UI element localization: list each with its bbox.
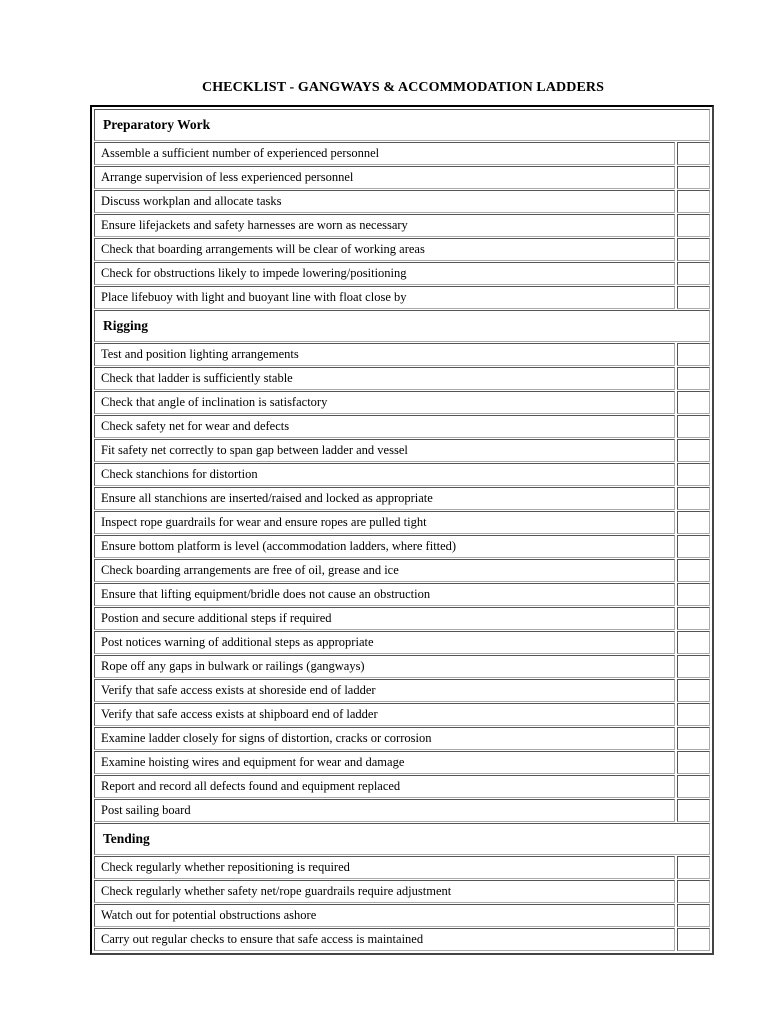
checklist-checkbox[interactable] <box>677 391 710 414</box>
section-heading: Tending <box>94 823 710 855</box>
checklist-row <box>94 190 710 213</box>
checklist-row <box>94 439 710 462</box>
checklist-item-label: Check that ladder is sufficiently stable <box>94 367 675 390</box>
checklist-checkbox[interactable] <box>677 214 710 237</box>
checklist-row <box>94 343 710 366</box>
checklist-checkbox[interactable] <box>677 904 710 927</box>
checklist-checkbox[interactable] <box>677 286 710 309</box>
checklist-row <box>94 391 710 414</box>
checklist-item-label: Check for obstructions likely to impede lowering/positioning <box>94 262 675 285</box>
checklist-item-label: Examine ladder closely for signs of distortion, cracks or corrosion <box>94 727 675 750</box>
checklist-row <box>94 166 710 189</box>
checklist-item-label: Ensure lifejackets and safety harnesses are worn as necessary <box>94 214 675 237</box>
checklist-item-label: Discuss workplan and allocate tasks <box>94 190 675 213</box>
checklist-item-label: Fit safety net correctly to span gap between ladder and vessel <box>94 439 675 462</box>
checklist-checkbox[interactable] <box>677 583 710 606</box>
checklist-item-label: Verify that safe access exists at shipboard end of ladder <box>94 703 675 726</box>
checklist-checkbox[interactable] <box>677 880 710 903</box>
section-heading: Rigging <box>94 310 710 342</box>
checklist-checkbox[interactable] <box>677 166 710 189</box>
checklist-item-label: Verify that safe access exists at shoreside end of ladder <box>94 679 675 702</box>
checklist-checkbox[interactable] <box>677 631 710 654</box>
checklist-item-label: Test and position lighting arrangements <box>94 343 675 366</box>
checklist-checkbox[interactable] <box>677 655 710 678</box>
checklist-checkbox[interactable] <box>677 775 710 798</box>
checklist-row <box>94 928 710 951</box>
checklist-item-label: Post notices warning of additional steps as appropriate <box>94 631 675 654</box>
checklist-checkbox[interactable] <box>677 559 710 582</box>
checklist-row <box>94 286 710 309</box>
checklist-row <box>94 727 710 750</box>
checklist-row <box>94 367 710 390</box>
checklist-checkbox[interactable] <box>677 751 710 774</box>
checklist-checkbox[interactable] <box>677 607 710 630</box>
checklist-row <box>94 607 710 630</box>
checklist-checkbox[interactable] <box>677 415 710 438</box>
checklist-item-label: Carry out regular checks to ensure that safe access is maintained <box>94 928 675 951</box>
checklist-checkbox[interactable] <box>677 928 710 951</box>
checklist-item-label: Check regularly whether repositioning is required <box>94 856 675 879</box>
checklist-checkbox[interactable] <box>677 262 710 285</box>
checklist-row <box>94 238 710 261</box>
checklist-item-label: Check stanchions for distortion <box>94 463 675 486</box>
checklist-row <box>94 415 710 438</box>
checklist-item-label: Watch out for potential obstructions ashore <box>94 904 675 927</box>
checklist-item-label: Check boarding arrangements are free of oil, grease and ice <box>94 559 675 582</box>
checklist-checkbox[interactable] <box>677 856 710 879</box>
checklist-item-label: Check safety net for wear and defects <box>94 415 675 438</box>
checklist-item-label: Check regularly whether safety net/rope guardrails require adjustment <box>94 880 675 903</box>
checklist-row <box>94 904 710 927</box>
checklist-row <box>94 775 710 798</box>
checklist-row <box>94 511 710 534</box>
checklist-item-label: Place lifebuoy with light and buoyant line with float close by <box>94 286 675 309</box>
checklist-checkbox[interactable] <box>677 727 710 750</box>
checklist-row <box>94 799 710 822</box>
checklist-checkbox[interactable] <box>677 679 710 702</box>
checklist-checkbox[interactable] <box>677 142 710 165</box>
checklist-item-label: Post sailing board <box>94 799 675 822</box>
section-heading: Preparatory Work <box>94 109 710 141</box>
checklist-item-label: Assemble a sufficient number of experienced personnel <box>94 142 675 165</box>
checklist-item-label: Rope off any gaps in bulwark or railings (gangways) <box>94 655 675 678</box>
checklist-row <box>94 559 710 582</box>
document-title: CHECKLIST - GANGWAYS & ACCOMMODATION LADDERS <box>201 80 605 95</box>
checklist-item-label: Report and record all defects found and equipment replaced <box>94 775 675 798</box>
checklist-row <box>94 880 710 903</box>
checklist-row <box>94 583 710 606</box>
checklist-item-label: Postion and secure additional steps if required <box>94 607 675 630</box>
checklist-row <box>94 214 710 237</box>
checklist-checkbox[interactable] <box>677 439 710 462</box>
checklist-row <box>94 487 710 510</box>
checklist-item-label: Ensure all stanchions are inserted/raised and locked as appropriate <box>94 487 675 510</box>
checklist-row <box>94 262 710 285</box>
checklist-checkbox[interactable] <box>677 463 710 486</box>
checklist-checkbox[interactable] <box>677 799 710 822</box>
checklist-checkbox[interactable] <box>677 535 710 558</box>
checklist-row <box>94 856 710 879</box>
checklist-item-label: Ensure bottom platform is level (accommodation ladders, where fitted) <box>94 535 675 558</box>
checklist-item-label: Check that angle of inclination is satisfactory <box>94 391 675 414</box>
checklist-row <box>94 751 710 774</box>
checklist-row <box>94 535 710 558</box>
checklist-checkbox[interactable] <box>677 511 710 534</box>
checklist-checkbox[interactable] <box>677 238 710 261</box>
checklist-table <box>90 105 714 955</box>
checklist-row <box>94 631 710 654</box>
checklist-row <box>94 142 710 165</box>
checklist-row <box>94 679 710 702</box>
checklist-checkbox[interactable] <box>677 367 710 390</box>
checklist-row <box>94 463 710 486</box>
checklist-item-label: Arrange supervision of less experienced personnel <box>94 166 675 189</box>
checklist-checkbox[interactable] <box>677 343 710 366</box>
checklist-row <box>94 703 710 726</box>
checklist-checkbox[interactable] <box>677 190 710 213</box>
checklist-row <box>94 655 710 678</box>
checklist-checkbox[interactable] <box>677 703 710 726</box>
checklist-checkbox[interactable] <box>677 487 710 510</box>
checklist-item-label: Examine hoisting wires and equipment for wear and damage <box>94 751 675 774</box>
checklist-item-label: Inspect rope guardrails for wear and ensure ropes are pulled tight <box>94 511 675 534</box>
checklist-item-label: Ensure that lifting equipment/bridle does not cause an obstruction <box>94 583 675 606</box>
checklist-item-label: Check that boarding arrangements will be clear of working areas <box>94 238 675 261</box>
